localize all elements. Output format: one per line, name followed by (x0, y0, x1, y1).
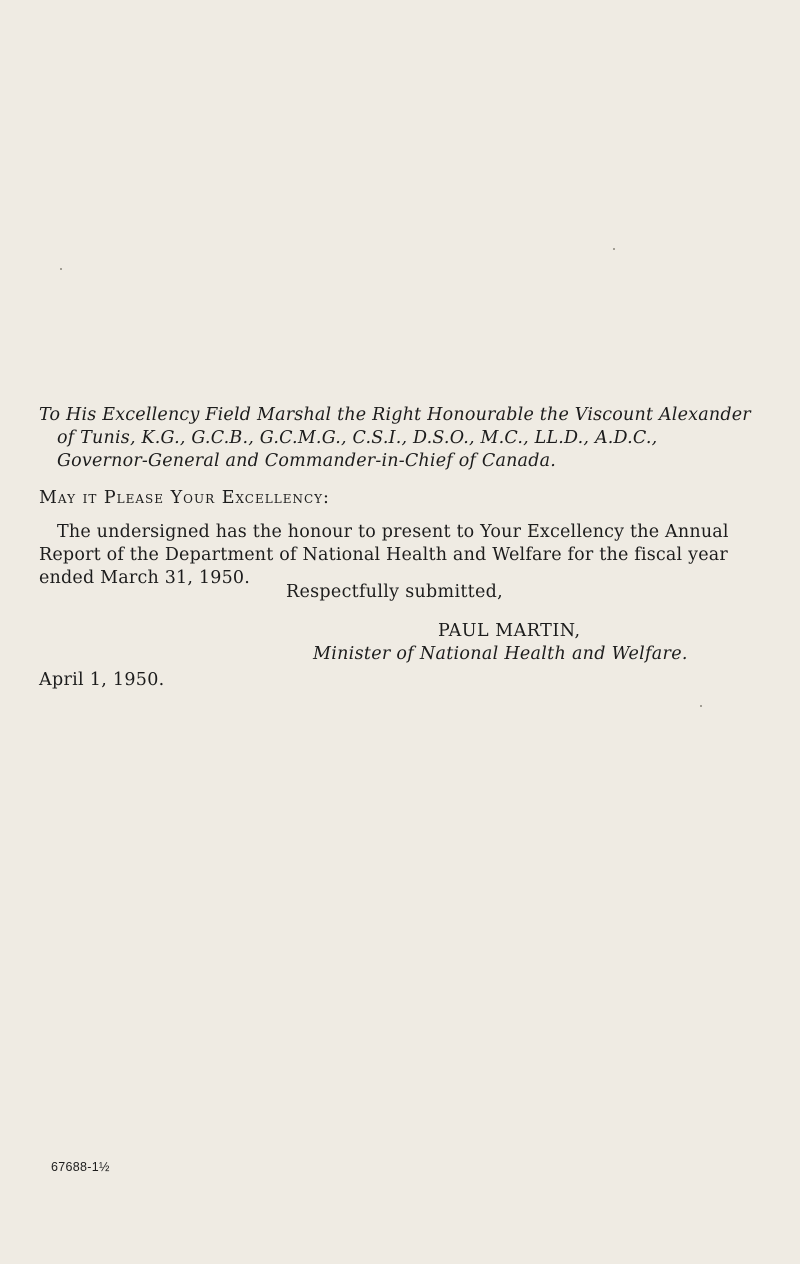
paper-speck (60, 268, 62, 270)
signer-name: PAUL MARTIN, (438, 621, 581, 641)
addressee-line-3: Governor-General and Commander-in-Chief of Canada. (57, 451, 556, 471)
paper-speck (613, 248, 615, 250)
closing-phrase: Respectfully submitted, (286, 582, 504, 602)
addressee-block (39, 404, 779, 473)
letter-date: April 1, 1950. (39, 670, 165, 690)
signer-title: Minister of National Health and Welfare. (313, 644, 688, 664)
body-line-3: ended March 31, 1950. (39, 568, 250, 588)
print-code: 67688-1½ (51, 1160, 110, 1174)
letter-body (39, 521, 779, 590)
body-line-2: Report of the Department of National Health and Welfare for the fiscal year (39, 545, 728, 565)
body-line-1: The undersigned has the honour to present to Your Excellency the Annual (57, 522, 729, 542)
paper-speck (700, 705, 702, 707)
salutation: May it Please Your Excellency: (39, 488, 330, 508)
addressee-line-1: To His Excellency Field Marshal the Right Honourable the Viscount Alexander (39, 405, 751, 425)
addressee-line-2: of Tunis, K.G., G.C.B., G.C.M.G., C.S.I., D.S.O., M.C., LL.D., A.D.C., (57, 428, 658, 448)
